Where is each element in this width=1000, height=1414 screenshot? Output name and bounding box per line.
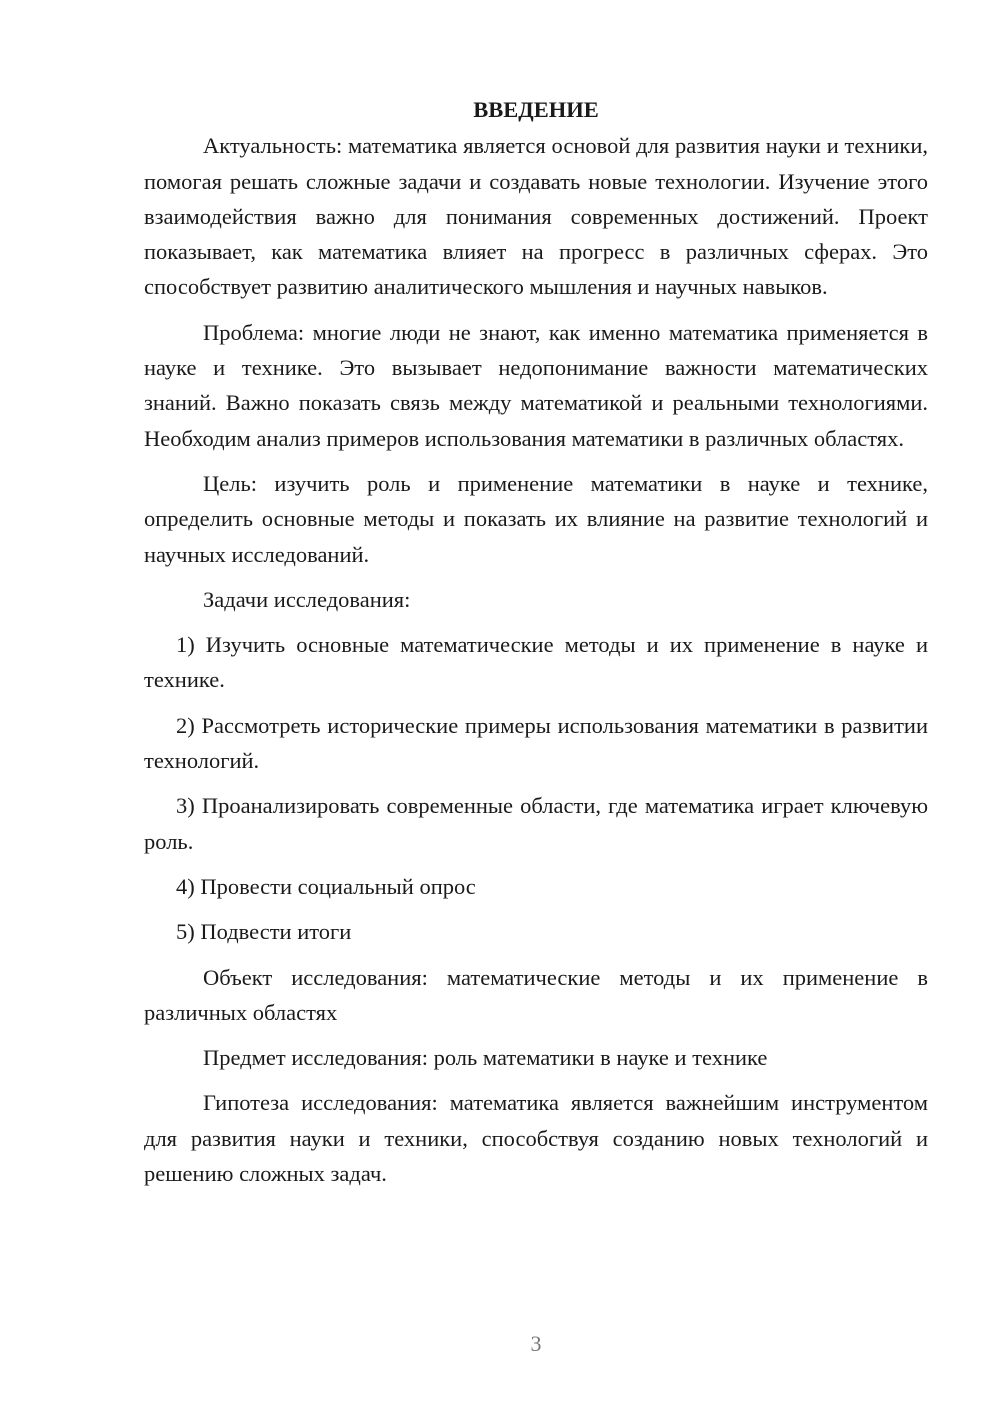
task-item-5: 5) Подвести итоги	[176, 919, 352, 945]
tasks-heading: Задачи исследования:	[203, 586, 411, 612]
page-title: ВВЕДЕНИЕ	[473, 97, 599, 122]
task-item-4: 4) Провести социальный опрос	[176, 873, 476, 899]
task-item-1: 1) Изучить основные математические методы и их применение в науке и технике.	[144, 632, 928, 693]
object-paragraph: Объект исследования: математические методы и их применение в различных областях	[144, 964, 928, 1025]
subject-paragraph: Предмет исследования: роль математики в науке и технике	[203, 1045, 768, 1071]
relevance-paragraph: Актуальность: математика является основой для развития науки и техники, помогая решать сложные задачи и создавать новые технологии. Изучение этого взаимодействия важно для понимания современных достижений. Проект показывает, как математика влияет на прогресс в различных сферах. Это способствует развитию аналитического мышления и научных навыков.	[144, 133, 928, 300]
task-item-3: 3) Проанализировать современные области, где математика играет ключевую роль.	[144, 793, 928, 854]
page-number: 3	[530, 1331, 542, 1356]
problem-paragraph: Проблема: многие люди не знают, как именно математика применяется в науке и технике. Это вызывает недопонимание важности математических знаний. Важно показать связь между математикой и реальными технологиями. Необходим анализ примеров использования математики в различных областях.	[144, 319, 928, 451]
page-content	[144, 92, 928, 1201]
task-item-2: 2) Рассмотреть исторические примеры использования математики в развитии технологий.	[144, 712, 928, 774]
hypothesis-paragraph: Гипотеза исследования: математика является важнейшим инструментом для развития науки и техники, способствуя созданию новых технологий и решению сложных задач.	[144, 1090, 928, 1187]
goal-paragraph: Цель: изучить роль и применение математики в науке и технике, определить основные методы и показать их влияние на развитие технологий и научных исследований.	[144, 470, 928, 567]
